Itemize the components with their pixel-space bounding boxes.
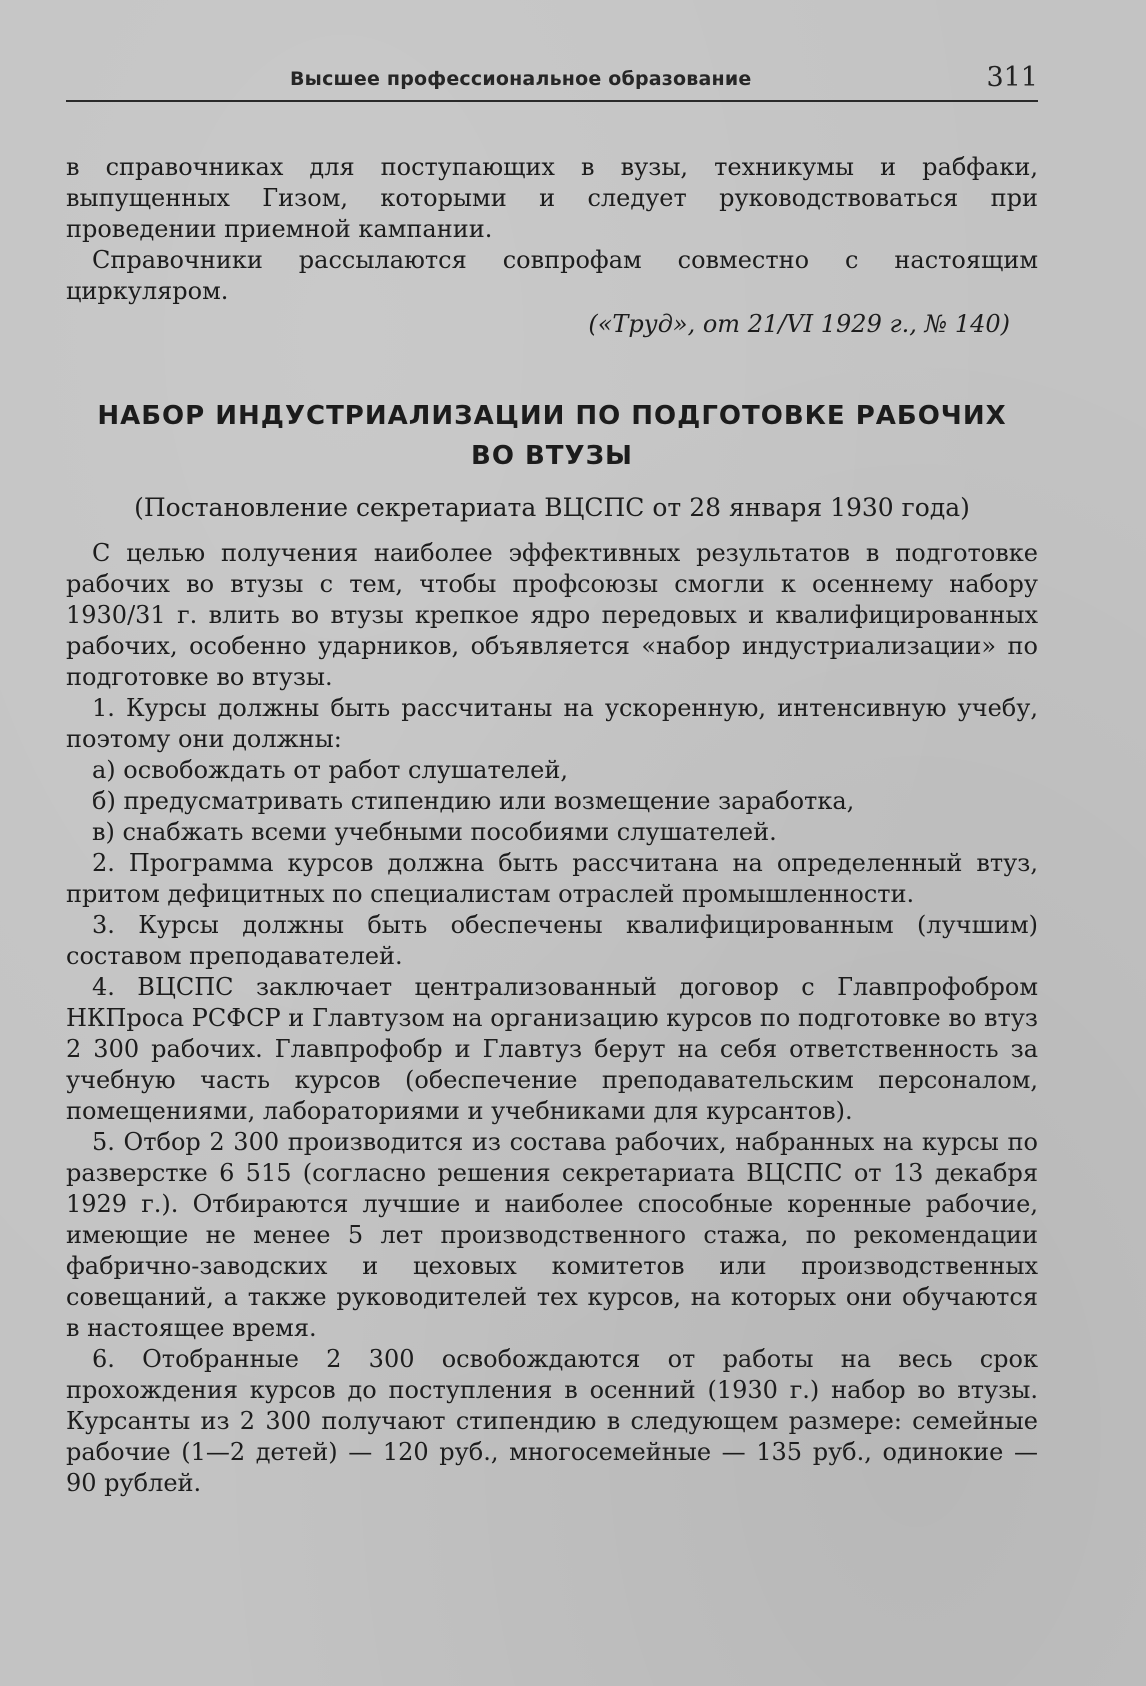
preamble-paragraph: С целью получения наиболее эффективных результатов в подготовке рабочих во втузы с тем, чтобы профсоюзы смогли к осеннему набору 1930/31 г. влить во втузы крепкое ядро передовых и квалифицированных рабочих, особенно ударников, объявляется «набор индустриализации» по подготовке во втузы.: [66, 539, 1038, 691]
page-body: [66, 152, 1038, 1499]
running-title: Высшее профессиональное образование: [290, 68, 752, 90]
item-5: 5. Отбор 2 300 производится из состава рабочих, набранных на курсы по разверстке 6 515 (согласно решения секретариата ВЦСПС от 13 декабря 1929 г.). Отбираются лучшие и наиболее способные коренные рабочие, имеющие не менее 5 лет производственного стажа, по рекомендации фабрично-заводских и цеховых комитетов или производственных совещаний, а также руководителей тех курсов, на которых они обучаются в настоящее время.: [66, 1128, 1038, 1342]
item-1-b: б) предусматривать стипендию или возмещение заработка,: [92, 787, 855, 815]
intro-paragraph-continued: в справочниках для поступающих в вузы, техникумы и рабфаки, выпущенных Гизом, которыми и следует руководствоваться при проведении приемной кампании.: [66, 153, 1038, 243]
item-2: 2. Программа курсов должна быть рассчитана на определенный втуз, притом дефицитных по специалистам отраслей промышленности.: [66, 849, 1038, 908]
article-title-line-1: НАБОР ИНДУСТРИАЛИЗАЦИИ ПО ПОДГОТОВКЕ РАБОЧИХ: [97, 401, 1007, 431]
item-6: 6. Отобранные 2 300 освобождаются от работы на весь срок прохождения курсов до поступления в осенний (1930 г.) набор во втузы. Курсанты из 2 300 получают стипендию в следующем размере: семейные рабочие (1—2 детей) — 120 руб., многосемейные — 135 руб., одинокие — 90 рублей.: [66, 1345, 1038, 1497]
source-citation: («Труд», от 21/VI 1929 г., № 140): [588, 310, 1010, 338]
page-number: 311: [986, 62, 1038, 93]
item-1-a: а) освобождать от работ слушателей,: [92, 756, 569, 784]
article-title-line-2: ВО ВТУЗЫ: [471, 441, 633, 471]
item-1-c: в) снабжать всеми учебными пособиями слушателей.: [92, 818, 777, 846]
running-header: [66, 62, 1038, 102]
decree-subtitle: (Постановление секретариата ВЦСПС от 28 января 1930 года): [134, 493, 970, 522]
item-1: 1. Курсы должны быть рассчитаны на ускоренную, интенсивную учебу, поэтому они должны:: [66, 694, 1038, 753]
article-title: [66, 396, 1038, 476]
intro-paragraph: Справочники рассылаются совпрофам совместно с настоящим циркуляром.: [66, 246, 1038, 305]
item-3: 3. Курсы должны быть обеспечены квалифицированным (лучшим) составом преподавателей.: [66, 911, 1038, 970]
item-4: 4. ВЦСПС заключает централизованный договор с Главпрофобром НКПроса РСФСР и Главтузом на организацию курсов по подготовке во втуз 2 300 рабочих. Главпрофобр и Главтуз берут на себя ответственность за учебную часть курсов (обеспечение преподавательским персоналом, помещениями, лабораториями и учебниками для курсантов).: [66, 973, 1038, 1125]
